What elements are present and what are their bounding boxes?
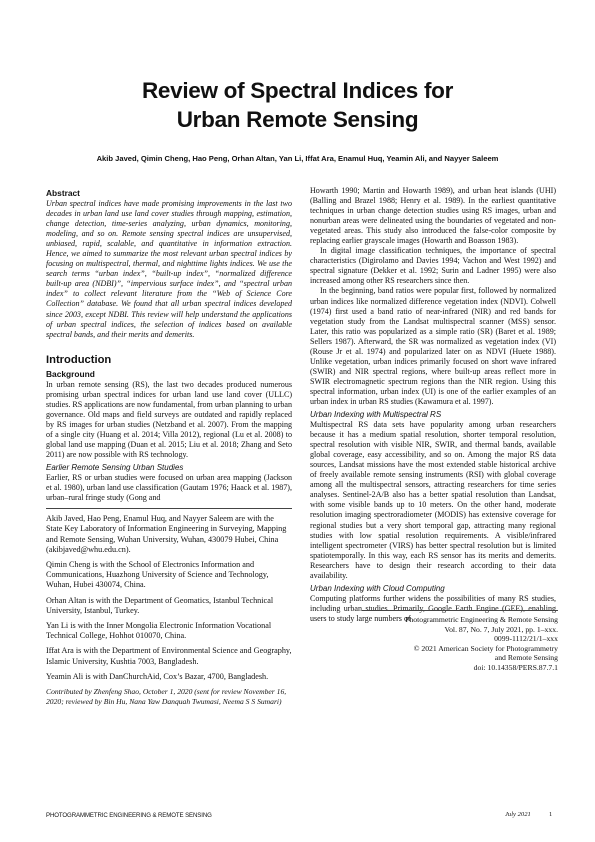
left-column: [46, 186, 292, 707]
abstract-heading: Abstract: [46, 188, 80, 198]
affiliation-item: Yan Li is with the Inner Mongolia Electronic Information Vocational Technical College, Hohhot 010070, China.: [46, 621, 272, 641]
introduction-heading: Introduction: [46, 353, 112, 366]
affiliation-item: Qimin Cheng is with the School of Electronics Information and Communications, Huazhong University of Science and Technology, Wuhan, Hubei 430074, China.: [46, 559, 269, 590]
footnote-divider: [46, 508, 292, 509]
footer-date: July 2021: [505, 811, 531, 818]
publication-divider: [362, 610, 558, 611]
footer-journal: PHOTOGRAMMETRIC ENGINEERING & REMOTE SENSING: [46, 812, 212, 819]
journal-name: Photogrammetric Engineering & Remote Sensing: [405, 615, 558, 624]
affiliations: [46, 514, 292, 682]
title-line-2: Urban Remote Sensing: [176, 107, 419, 132]
copyright-line: © 2021 American Society for Photogrammetry: [413, 643, 558, 653]
affiliation-item: Iffat Ara is with the Department of Environmental Science and Geography, Islamic University, Kushtia 7003, Bangladesh.: [46, 646, 292, 666]
background-text: In urban remote sensing (RS), the last two decades produced numerous promising urban spectral indices for urban land use land cover (ULLC) studies. RS applications are now fundamental, from urban planning to urban governance. Old maps and field surveys are outdated and rapidly replaced by RS images for urban studies (Netzband et al. 2007). From the mapping of a single city (Huang et al. 2014; Villa 2012), regional (Lu et al. 2008) to global land use mapping (Duan et al. 2015; Liu et al. 2018; Zhang and Seto 2011) are now possible with RS technology.: [46, 379, 292, 459]
right-column: [310, 186, 556, 624]
author-list: Akib Javed, Qimin Cheng, Hao Peng, Orhan Altan, Yan Li, Iffat Ara, Enamul Huq, Yeamin Ali, and Nayyer Saleem: [96, 154, 499, 163]
issn: 0099-1112/21/1–xxx: [494, 634, 558, 644]
body-paragraph: Howarth 1990; Martin and Howarth 1989), and urban heat islands (UHI) (Balling and Brazel 1988; Henry et al. 1989). In the earliest quantitative techniques in urban change detection studies using RS images, urban and nonurban areas were delineated using the boundaries of vegetated and non-vegetated areas. This study also introduced the false-color composite by replacing earlier grayscale images (Howarth and Boasson 1983).: [310, 186, 556, 246]
body-paragraph: In digital image classification techniques, the importance of spectral characteristics (Digirolamo and Davies 1994; Vachon and West 1992) and spectral signature (Dekker et al. 1992; Surin and Ladner 1995) were also increased among other RS researchers since then.: [310, 246, 556, 286]
abstract-text: Urban spectral indices have made promising improvements in the last two decades in urban land use land cover studies through mapping, estimation, change detection, time-series analyzing, urban dynamics, monitoring, modeling, and so on. Remote sensing spectral indices are unsupervised, unbiased, rapid, scalable, and quantitative in information extraction. Hence, we aimed to summarize the most relevant urban spectral indices by focusing on multispectral, thermal, and nighttime lights indices. We use the search terms “urban index”, “built-up index”, “normalized difference built-up area (NDBI)”, “impervious surface index”, and “spectral urban index” to collect relevant literature from the “Web of Science Core Collection” database. We found that all urban spectral indices developed since 2003, except NDBI. This review will help understand the applications of urban spectral indices, the selection of indices based on available spectral bands, and their merits and demerits.: [46, 199, 292, 339]
affiliation-item: Orhan Altan is with the Department of Geomatics, Istanbul Technical University, Istanbul, Turkey.: [46, 595, 274, 615]
affiliation-item: Yeamin Ali is with DanChurchAid, Cox’s Bazar, 4700, Bangladesh.: [46, 671, 269, 681]
multispectral-heading: Urban Indexing with Multispectral RS: [310, 410, 442, 420]
body-paragraph: In the beginning, band ratios were popular first, followed by normalized urban indices like normalized difference vegetation index (NDVI). Colwell (1974) first used a band ratio of near-infrared (NIR) and red bands for vegetation study from the Landsat multispectral scanner (MSS) sensor. Later, this ratio was popularized as a simple ratio (SR) (Baret et al. 1989; Sellers 1987). Afterward, the SR was normalized as vegetation index (VI) (Rouse Jr et al. 1974) and popularized later on as NDVI (Huete 1988). Unlike vegetation, urban indices primarily focused on short wave infrared (SWIR) and NIR spectral regions, where built-up areas reflect more in SWIR electromagnetic spectrum regions than the NIR region. Using this spectral information, urban index (UI) is one of the earlier examples of an urban index in urban RS studies (Kawamura et al. 1997).: [310, 286, 556, 406]
background-heading: Background: [46, 368, 95, 379]
volume-info: Vol. 87, No. 7, July 2021, pp. 1–xxx.: [444, 624, 558, 634]
cloud-computing-heading: Urban Indexing with Cloud Computing: [310, 583, 445, 593]
publication-info: [362, 610, 558, 673]
copyright-line: and Remote Sensing: [494, 653, 558, 663]
paper-title: [40, 76, 555, 134]
contributed-note: Contributed by Zhenfeng Shao, October 1, 2020 (sent for review November 16, 2020; reviewed by Bin Hu, Nana Yaw Danquah Twumasi, Neema S S Sumari): [46, 687, 287, 706]
earlier-studies-text: Earlier, RS or urban studies were focused on urban area mapping (Jackson et al. 1980), urban land use classification (Gautam 1976; Haack et al. 1987), urban–rural fringe study (Gong and: [46, 473, 292, 503]
cloud-computing-text: Computing platforms further widens the possibilities of many RS studies, including urban studies. Primarily, Google Earth Engine (GEE), enabling users to study large numbers of: [310, 593, 556, 623]
multispectral-text: Multispectral RS data sets have popularity among urban researchers because it has a medium spatial resolution, shorter temporal resolution, spectral resolution with visible NIR, SWIR, and thermal bands, available global coverage, easy accessibility, and so on. Among the major RS data sources, Landsat missions have the most extended stable historical archive of freely available remote sensing instruments (RSI) with global coverage among all the multispectral sensors, attracting researchers for time series analyses. Sentinel-2A/B also has a better spatial resolution than Landsat, with some visible bands up to 10 meters. On the other hand, moderate resolution imaging spectroradiometer (MODIS) has extensive coverage for regional studies but a very short temporal gap, attracting many regional studies with low spatial resolution requirements. A visible/infrared intelligent spectrometer (VIRS) has better spectral resolution but is limited spatiotemporally. In this way, each RS sensor has its merits and demerits. Researchers have to design their research according to their data availability.: [310, 420, 556, 580]
affiliation-item: Akib Javed, Hao Peng, Enamul Huq, and Nayyer Saleem are with the State Key Laboratory of Information Engineering in Surveying, Mapping and Remote Sensing, Wuhan University, Wuhan, 430079 Hubei, China (akibjaved@whu.edu.cn).: [46, 514, 287, 554]
title-line-1: Review of Spectral Indices for: [141, 78, 454, 103]
doi: doi: 10.14358/PERS.87.7.1: [473, 662, 558, 672]
page-number: 1: [549, 811, 553, 818]
earlier-studies-heading: Earlier Remote Sensing Urban Studies: [46, 463, 184, 473]
